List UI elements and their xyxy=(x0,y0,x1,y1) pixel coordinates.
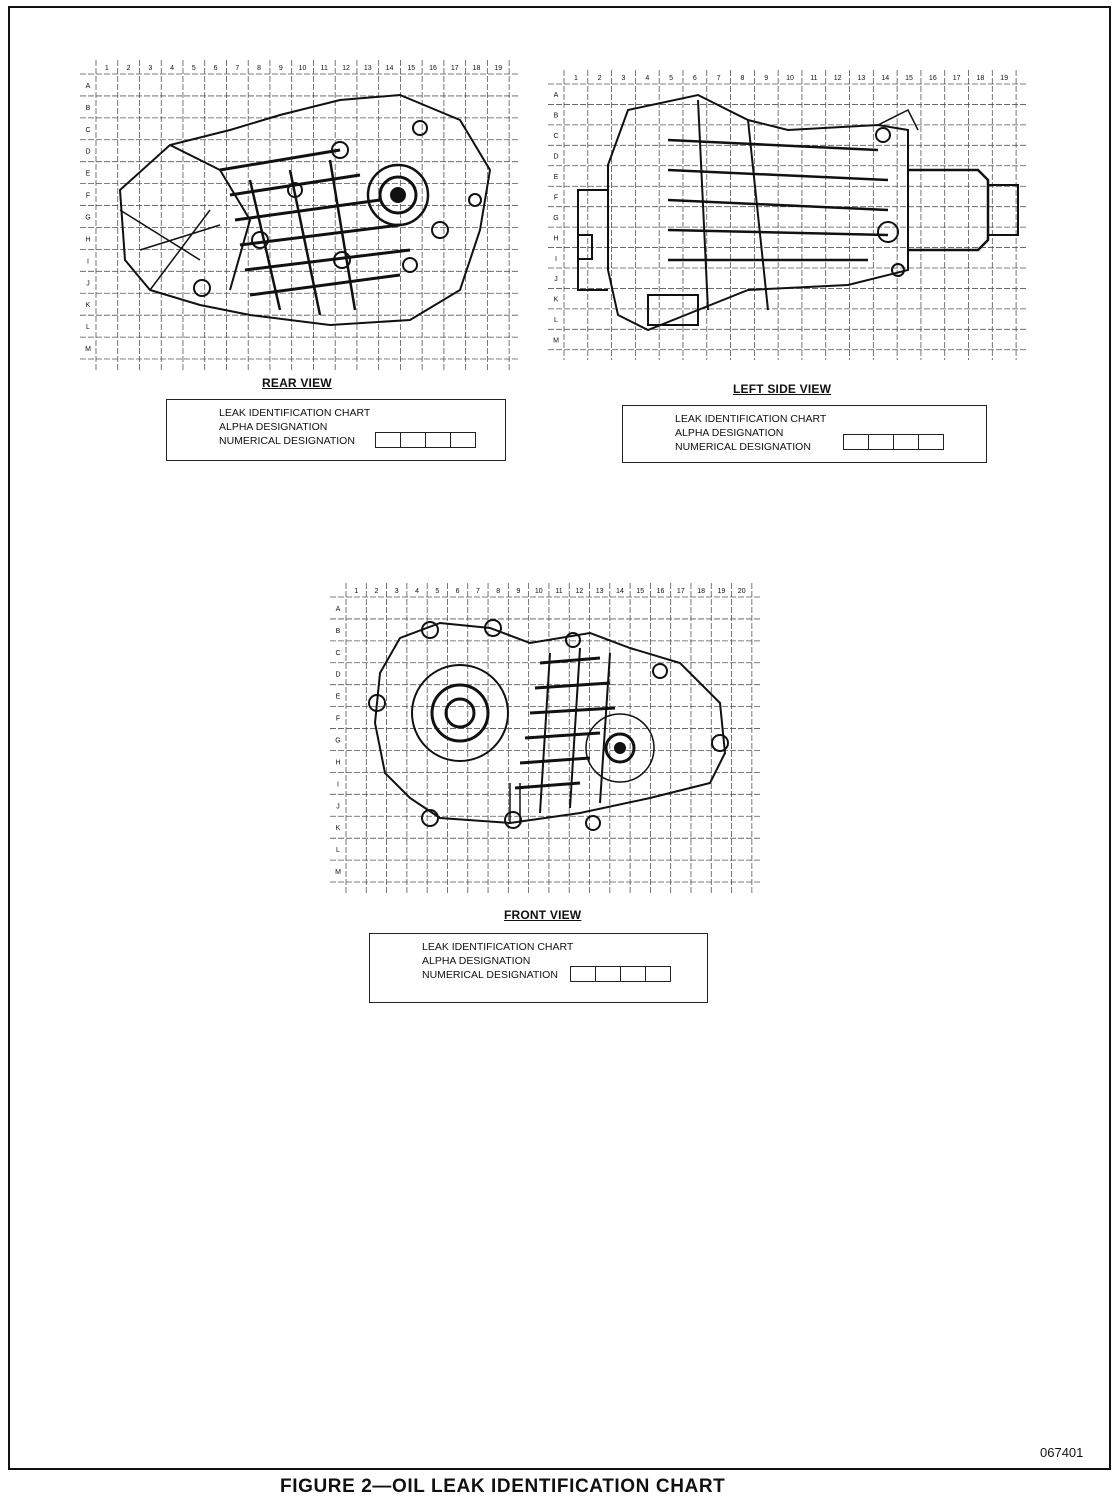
designation-cell[interactable] xyxy=(645,967,670,981)
grid-column-label: 5 xyxy=(191,65,196,72)
grid-column-label: 5 xyxy=(435,588,440,595)
grid-column-label: 1 xyxy=(104,65,109,72)
designation-cell[interactable] xyxy=(400,433,425,447)
grid-column-label: 6 xyxy=(692,75,697,82)
grid-row-label: E xyxy=(85,170,91,178)
grid-column-label: 14 xyxy=(616,588,624,595)
grid-row-label: I xyxy=(337,781,339,789)
rear-view-label: REAR VIEW xyxy=(262,376,332,390)
front-view-grid xyxy=(330,583,762,893)
grid-row-label: G xyxy=(85,214,91,222)
grid-row-label: E xyxy=(553,174,559,181)
grid-column-label: 9 xyxy=(278,65,283,72)
grid-row-label: I xyxy=(87,258,89,266)
grid-column-label: 6 xyxy=(455,588,460,595)
grid-row-label: E xyxy=(335,693,341,701)
grid-row-label: L xyxy=(86,324,90,332)
grid-row-label: J xyxy=(554,276,558,284)
grid-row-label: M xyxy=(553,337,559,345)
grid-column-label: 19 xyxy=(1000,75,1009,82)
left-side-view-leak-chart xyxy=(622,405,987,463)
grid-column-label: 6 xyxy=(213,65,218,72)
grid-row-label: B xyxy=(553,112,559,120)
grid-column-label: 8 xyxy=(257,65,262,72)
designation-cell[interactable] xyxy=(425,433,450,447)
leak-chart-title: LEAK IDENTIFICATION CHART xyxy=(422,941,574,953)
grid-row-label: C xyxy=(335,649,341,657)
grid-row-label: G xyxy=(335,737,341,745)
front-view-drawing xyxy=(369,620,728,830)
grid-row-label: C xyxy=(85,126,91,134)
designation-cell[interactable] xyxy=(844,435,868,449)
alpha-designation-label: ALPHA DESIGNATION xyxy=(219,421,328,433)
grid-column-label: 8 xyxy=(496,588,501,595)
grid-column-label: 18 xyxy=(472,65,481,72)
rear-view-drawing xyxy=(120,95,490,325)
grid-column-label: 18 xyxy=(697,588,706,595)
grid-column-label: 2 xyxy=(597,75,602,82)
figure-caption: FIGURE 2—OIL LEAK IDENTIFICATION CHART xyxy=(280,1476,726,1497)
grid-column-label: 12 xyxy=(833,75,842,82)
grid-column-label: 14 xyxy=(881,75,890,82)
grid-row-label: A xyxy=(553,92,559,100)
grid-row-label: B xyxy=(335,627,341,635)
grid-row-label: B xyxy=(85,104,91,112)
grid-column-label: 11 xyxy=(810,75,818,82)
grid-column-label: 15 xyxy=(407,65,416,72)
leak-chart-title: LEAK IDENTIFICATION CHART xyxy=(219,407,371,419)
grid-column-label: 3 xyxy=(148,65,153,72)
grid-column-label: 7 xyxy=(716,75,721,82)
designation-cell[interactable] xyxy=(595,967,620,981)
alpha-designation-label: ALPHA DESIGNATION xyxy=(422,955,531,967)
grid-row-label: F xyxy=(85,192,91,200)
grid-column-label: 17 xyxy=(450,65,459,72)
leak-chart-title: LEAK IDENTIFICATION CHART xyxy=(675,413,827,425)
grid-row-label: L xyxy=(336,847,340,855)
designation-cell[interactable] xyxy=(571,967,595,981)
grid-column-label: 18 xyxy=(976,75,985,82)
grid-row-label: L xyxy=(554,317,558,325)
grid-column-label: 3 xyxy=(394,588,399,595)
grid-column-label: 16 xyxy=(429,65,437,72)
grid-row-label: K xyxy=(553,296,559,304)
designation-cell[interactable] xyxy=(620,967,645,981)
grid-column-label: 17 xyxy=(676,588,685,595)
grid-column-label: 12 xyxy=(575,588,584,595)
grid-row-label: D xyxy=(85,148,91,156)
grid-column-label: 16 xyxy=(656,588,665,595)
grid-column-label: 9 xyxy=(764,75,769,82)
designation-entry-cells[interactable] xyxy=(375,432,476,448)
grid-column-label: 10 xyxy=(298,65,307,72)
grid-row-label: H xyxy=(553,235,559,243)
left-side-view-grid xyxy=(548,70,1028,360)
numerical-designation-label: NUMERICAL DESIGNATION xyxy=(675,441,811,453)
grid-column-label: 17 xyxy=(952,75,961,82)
grid-column-label: 11 xyxy=(555,588,563,595)
grid-column-label: 13 xyxy=(595,588,604,595)
designation-cell[interactable] xyxy=(868,435,893,449)
grid-column-label: 9 xyxy=(516,588,521,595)
grid-column-label: 19 xyxy=(717,588,726,595)
grid-column-label: 2 xyxy=(126,65,131,72)
left-side-view-drawing xyxy=(578,95,1018,330)
grid-row-label: C xyxy=(553,133,559,141)
grid-row-label: M xyxy=(85,346,91,354)
grid-column-label: 4 xyxy=(645,75,650,82)
grid-row-label: F xyxy=(335,715,341,723)
grid-column-label: 8 xyxy=(740,75,745,82)
rear-view-leak-chart xyxy=(166,399,506,461)
designation-cell[interactable] xyxy=(450,433,475,447)
grid-row-label: J xyxy=(336,803,340,811)
grid-column-label: 12 xyxy=(342,65,350,72)
grid-column-label: 2 xyxy=(374,588,379,595)
grid-column-label: 4 xyxy=(170,65,175,72)
grid-row-label: J xyxy=(86,280,90,288)
grid-column-label: 11 xyxy=(320,65,328,72)
grid-row-label: M xyxy=(335,869,341,877)
grid-row-label: I xyxy=(555,255,557,263)
grid-row-label: F xyxy=(553,194,559,202)
numerical-designation-label: NUMERICAL DESIGNATION xyxy=(422,969,558,981)
grid-column-label: 20 xyxy=(737,588,746,595)
designation-cell[interactable] xyxy=(918,435,943,449)
alpha-designation-label: ALPHA DESIGNATION xyxy=(675,427,784,439)
grid-row-label: H xyxy=(85,236,91,244)
grid-column-label: 19 xyxy=(494,65,503,72)
left-side-view-label: LEFT SIDE VIEW xyxy=(733,382,832,396)
front-view-leak-chart xyxy=(369,933,708,1003)
grid-row-label: K xyxy=(85,302,91,310)
grid-row-label: D xyxy=(553,153,559,161)
grid-row-label: D xyxy=(335,671,341,679)
grid-column-label: 14 xyxy=(385,65,394,72)
designation-cell[interactable] xyxy=(893,435,918,449)
grid-row-label: A xyxy=(85,82,91,90)
grid-column-label: 13 xyxy=(857,75,866,82)
grid-column-label: 1 xyxy=(354,588,359,595)
designation-cell[interactable] xyxy=(376,433,400,447)
grid-row-label: K xyxy=(335,825,341,833)
grid-column-label: 15 xyxy=(905,75,913,82)
front-view-label: FRONT VIEW xyxy=(504,908,582,922)
grid-column-label: 15 xyxy=(636,588,645,595)
grid-column-label: 5 xyxy=(669,75,674,82)
grid-row-label: G xyxy=(553,214,559,222)
grid-column-label: 16 xyxy=(928,75,937,82)
grid-column-label: 10 xyxy=(534,588,543,595)
grid-column-label: 7 xyxy=(235,65,240,72)
rear-view-grid xyxy=(80,60,520,370)
grid-column-label: 4 xyxy=(415,588,419,595)
grid-row-label: H xyxy=(335,759,341,767)
grid-column-label: 1 xyxy=(573,75,578,82)
figure-code: 067401 xyxy=(1040,1445,1084,1460)
numerical-designation-label: NUMERICAL DESIGNATION xyxy=(219,435,355,447)
grid-column-label: 3 xyxy=(621,75,626,82)
designation-entry-cells[interactable] xyxy=(843,434,944,450)
designation-entry-cells[interactable] xyxy=(570,966,671,982)
grid-column-label: 10 xyxy=(786,75,794,82)
grid-row-label: A xyxy=(335,605,341,613)
grid-column-label: 13 xyxy=(363,65,372,72)
grid-column-label: 7 xyxy=(475,588,480,595)
